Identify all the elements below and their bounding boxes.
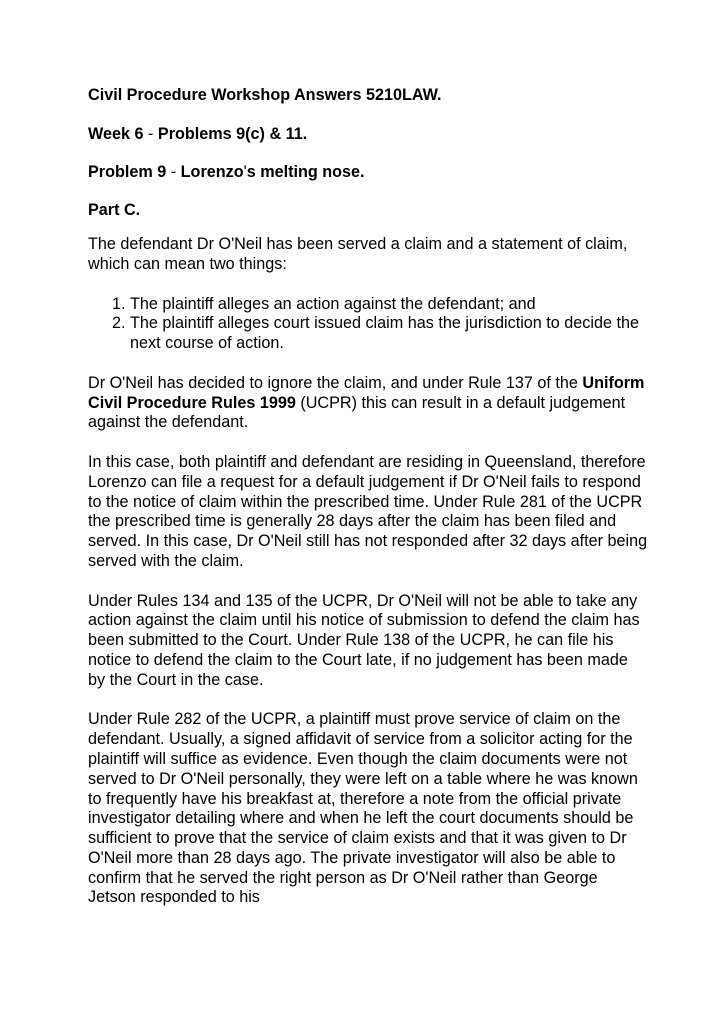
- week-heading: [88, 125, 648, 145]
- paragraph-rule-137-tail: (UCPR) this can result in a default judgement against the defendant.: [88, 393, 626, 432]
- problem-heading-lead: Problem 9: [88, 162, 167, 181]
- paragraph-default-judgement: In this case, both plaintiff and defendant are residing in Queensland, therefore Lorenzo can file a request for a default judgement if Dr O'Neil fails to respond to the notice of claim within the prescribed time. Under Rule 281 of the UCPR the prescribed time is generally 28 days after the claim has been filed and served. In this case, Dr O'Neil still has not responded after 32 days after being served with the claim.: [88, 452, 648, 570]
- paragraph-rule-137-lead: Dr O'Neil has decided to ignore the claim, and under Rule 137 of the: [88, 373, 578, 392]
- list-item: 1. The plaintiff alleges an action against the defendant; and: [130, 295, 648, 315]
- problem-heading: [88, 163, 648, 183]
- list-item: 2. The plaintiff alleges court issued claim has the jurisdiction to decide the next course of action.: [130, 314, 648, 354]
- numbered-list: [88, 295, 648, 354]
- paragraph-rule-137: [88, 374, 648, 433]
- week-heading-rest: Problems 9(c) & 11.: [157, 124, 308, 143]
- problem-heading-apostrophe: ': [243, 162, 247, 181]
- problem-heading-separator: -: [170, 162, 177, 181]
- week-heading-separator: -: [148, 124, 154, 143]
- paragraph-proof-of-service: Under Rule 282 of the UCPR, a plaintiff must prove service of claim on the defendant. Usually, a signed affidavit of service from a solicitor acting for the plaintiff will suffice as evidence. Even though the claim documents were not served to Dr O'Neil personally, they were left on a table where he was known to frequently have his breakfast at, therefore a note from the official private investigator detailing where and when he left the court documents should be sufficient to prove that the service of claim exists and that it was given to Dr O'Neil more than 28 days ago. The private investigator will also be able to confirm that he served the right person as Dr O'Neil rather than George Jetson responded to his: [88, 710, 638, 907]
- paragraph-notice-of-defence: Under Rules 134 and 135 of the UCPR, Dr O'Neil will not be able to take any action against the claim until his notice of submission to defend the claim has been submitted to the Court. Under Rule 138 of the UCPR, he can file his notice to defend the claim to the Court late, if no judgement has been made by the Court in the case.: [88, 591, 640, 689]
- part-heading: Part C.: [88, 201, 141, 220]
- problem-heading-name: Lorenzo: [180, 162, 244, 181]
- problem-heading-rest: s melting nose.: [246, 162, 365, 181]
- ucpr-act-title: Uniform Civil Procedure Rules 1999: [88, 373, 645, 412]
- document-body: [88, 86, 648, 928]
- intro-paragraph: The defendant Dr O'Neil has been served a claim and a statement of claim, which can mean two things:: [88, 235, 628, 273]
- week-heading-lead: Week 6: [88, 124, 144, 143]
- document-title: Civil Procedure Workshop Answers 5210LAW.: [88, 86, 442, 104]
